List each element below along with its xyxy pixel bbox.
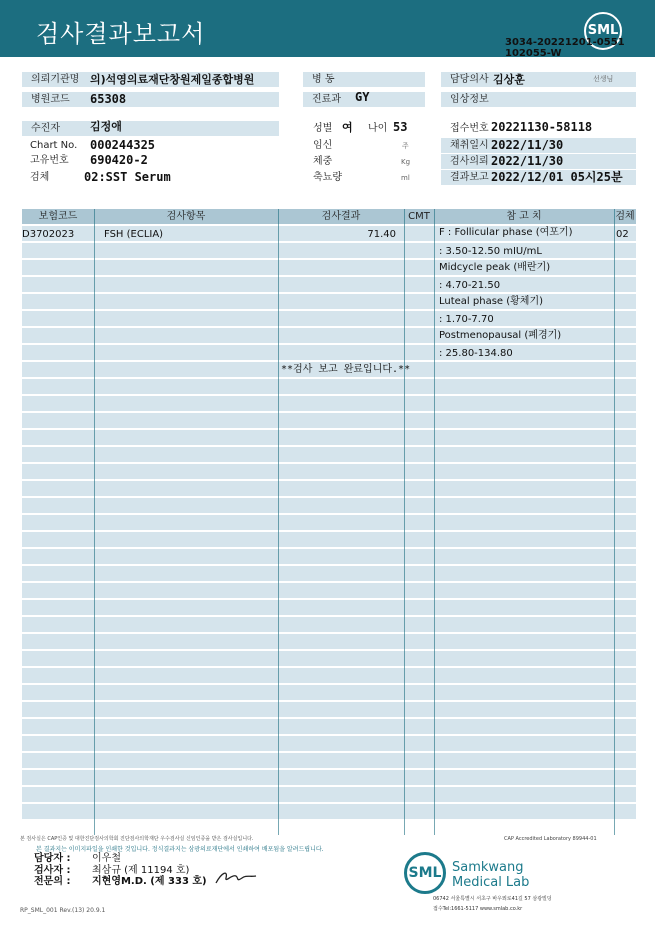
table-row-band: [22, 753, 636, 768]
signature-icon: [214, 868, 258, 886]
report-id: 3034-20221201-0551 102055-W: [505, 37, 625, 59]
col-specimen: 검체: [615, 211, 635, 222]
table-row-band: [22, 277, 636, 292]
reference-line: : 1.70-7.70: [439, 314, 494, 325]
reference-line: F : Follicular phase (여포기): [439, 227, 573, 238]
report-time-label: 결과보고: [441, 170, 636, 185]
footer-cap: CAP Accredited Laboratory 89944-01: [504, 836, 597, 842]
table-row-band: [22, 498, 636, 513]
table-row-band: [22, 770, 636, 785]
report-time-value: 2022/12/01 05시25분: [491, 170, 623, 184]
column-divider: [614, 209, 615, 835]
table-row-band: [22, 600, 636, 615]
column-divider: [434, 209, 435, 835]
reference-line: : 4.70-21.50: [439, 280, 501, 291]
col-reference: 참 고 치: [506, 211, 542, 222]
row-specimen: 02: [616, 229, 629, 240]
reference-line: : 3.50-12.50 mIU/mL: [439, 246, 542, 257]
weight-label: 체중: [313, 156, 333, 167]
chart-label: Chart No.: [30, 140, 78, 151]
table-row-band: [22, 566, 636, 581]
collect-value: 2022/11/30: [491, 138, 564, 152]
column-divider: [278, 209, 279, 835]
urine-label: 축뇨량: [313, 172, 342, 183]
patient-value: 김정애: [90, 120, 122, 133]
receipt-label: 접수번호: [450, 123, 489, 134]
samkwang-logo: SML: [404, 852, 446, 894]
dept-value: GY: [355, 90, 370, 104]
request-label: 검사의뢰: [441, 154, 636, 169]
table-row-band: [22, 634, 636, 649]
lab-contact: 접수Tel:1661-5117 www.smlab.co.kr: [433, 906, 523, 912]
table-row-band: [22, 736, 636, 751]
clinical-label: 임상정보: [441, 92, 636, 107]
table-row-band: [22, 685, 636, 700]
lab-name: Samkwang Medical Lab: [452, 860, 530, 890]
preg-label: 임신: [313, 140, 333, 151]
footer-accreditation-note: 본 검사실은 CAP인증 및 대한진단검사의학회 진단검사의학재단 우수검사실 신임인증을 받은 검사실입니다.: [20, 836, 254, 842]
col-result: 검사결과: [321, 211, 361, 222]
lab-address: 06742 서울특별시 서초구 바우뫼로41길 57 삼광빌딩: [433, 896, 552, 902]
sml-logo: SML: [584, 12, 622, 50]
collect-label: 채취일시: [441, 138, 636, 153]
unique-value: 690420-2: [90, 153, 148, 167]
tester-value: 최삼규 (제 11194 호): [92, 865, 190, 876]
specimen-label: 검체: [30, 172, 50, 183]
table-row-band: [22, 804, 636, 819]
specialist-label: 전문의 :: [34, 876, 71, 887]
col-cmt: CMT: [408, 211, 430, 222]
complete-message: **검사 보고 완료입니다.**: [281, 364, 411, 375]
col-test-item: 검사항목: [166, 211, 206, 222]
table-row-band: [22, 549, 636, 564]
reference-line: Postmenopausal (폐경기): [439, 330, 562, 341]
reference-line: Luteal phase (황체기): [439, 296, 544, 307]
reference-line: : 25.80-134.80: [439, 348, 513, 359]
column-divider: [94, 209, 95, 835]
table-row-band: [22, 515, 636, 530]
ward-label: 병 동: [303, 72, 425, 87]
institution-label: 의뢰기관명: [22, 72, 84, 87]
hospital-code-label: 병원코드: [22, 92, 279, 107]
row-code: D3702023: [22, 229, 75, 240]
request-value: 2022/11/30: [491, 154, 564, 168]
column-divider: [404, 209, 405, 835]
institution-value: 의)석영의료재단창원제일종합병원: [90, 73, 255, 86]
chart-value: 000244325: [90, 138, 156, 152]
table-row-band: [22, 583, 636, 598]
table-row-band: [22, 447, 636, 462]
table-row-band: [22, 702, 636, 717]
table-row-band: [22, 345, 636, 360]
patient-label: 수진자: [22, 121, 279, 136]
table-row-band: [22, 719, 636, 734]
table-row-band: [22, 413, 636, 428]
age-label: 나이: [368, 123, 388, 134]
doc-code: RP_SML_001 Rev.(13) 20.9.1: [20, 907, 106, 914]
sex-value: 여: [342, 121, 353, 134]
preg-unit: 주: [402, 142, 409, 150]
report-title: 검사결과보고서: [36, 20, 206, 48]
table-row-band: [22, 430, 636, 445]
doctor-value: 김상훈: [493, 73, 525, 86]
staff-value: 이우철: [92, 853, 121, 864]
row-item: FSH (ECLIA): [104, 229, 164, 240]
receipt-value: 20221130-58118: [491, 120, 593, 134]
footer-print-note: 본 결과지는 이미지파일을 인쇄한 것입니다. 정식결과지는 삼광의료재단에서 인쇄하여 배포됨을 알려드립니다.: [36, 846, 324, 853]
table-row-band: [22, 481, 636, 496]
specialist-value: 지현영M.D. (제 333 호): [92, 876, 207, 887]
dept-label: 진료과: [303, 92, 425, 107]
table-row-band: [22, 668, 636, 683]
specimen-value: 02:SST Serum: [84, 170, 171, 184]
urine-unit: ml: [401, 174, 410, 182]
table-row-band: [22, 379, 636, 394]
unique-label: 고유번호: [30, 155, 69, 166]
table-row-band: [22, 787, 636, 802]
doctor-label: 담당의사: [441, 72, 636, 87]
table-row-band: [22, 294, 636, 309]
table-row-band: [22, 311, 636, 326]
table-row-band: [22, 243, 636, 258]
table-row-band: [22, 617, 636, 632]
age-value: 53: [393, 120, 408, 134]
doctor-suffix: 선생님: [593, 75, 614, 83]
row-result: 71.40: [367, 229, 396, 240]
tester-label: 검사자 :: [34, 865, 71, 876]
staff-label: 담당자 :: [34, 853, 71, 864]
sex-label: 성별: [313, 123, 333, 134]
table-row-band: [22, 651, 636, 666]
table-row-band: [22, 396, 636, 411]
weight-unit: Kg: [401, 158, 411, 166]
hospital-code-value: 65308: [90, 92, 127, 106]
col-insurance-code: 보험코드: [38, 211, 78, 222]
table-row-band: [22, 532, 636, 547]
table-row-band: [22, 464, 636, 479]
reference-line: Midcycle peak (배란기): [439, 262, 551, 273]
